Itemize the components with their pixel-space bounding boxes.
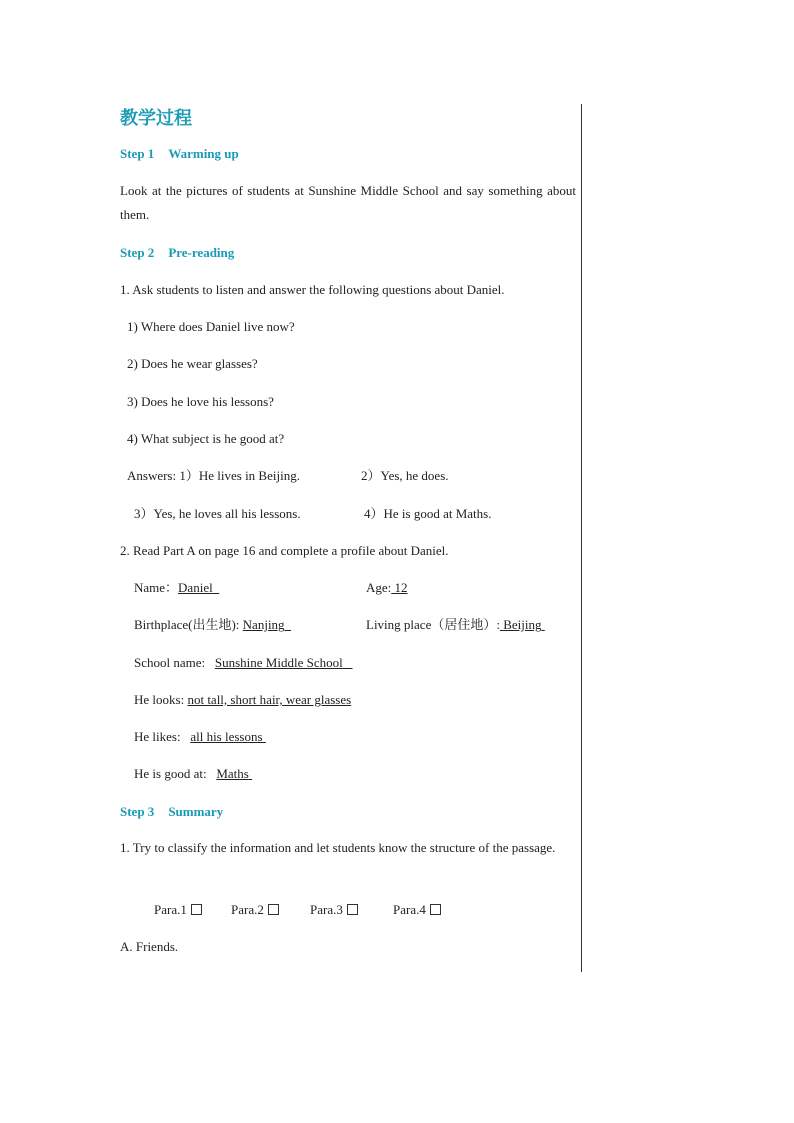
likes-value: all his lessons — [190, 729, 263, 744]
answer-3: 3）Yes, he loves all his lessons. — [134, 506, 301, 521]
task3-text: 1. Try to classify the information and let students know the structure of the passage. — [120, 840, 556, 855]
name-value: Daniel — [178, 580, 213, 595]
birthplace-value: Nanjing — [242, 617, 285, 632]
profile-age — [366, 580, 408, 596]
checkbox-icon[interactable] — [191, 904, 202, 915]
good-at-value: Maths — [216, 766, 249, 781]
looks-value: not tall, short hair, wear glasses — [187, 692, 352, 707]
profile-looks — [134, 692, 351, 708]
name-label: Name： — [134, 580, 179, 595]
question-1: 1) Where does Daniel live now? — [127, 319, 295, 334]
step2-number: Step 2 — [120, 245, 155, 260]
para-option-2 — [231, 902, 279, 918]
checkbox-icon[interactable] — [430, 904, 441, 915]
answer-1: Answers: 1）He lives in Beijing. — [127, 468, 300, 483]
profile-name — [134, 580, 219, 596]
profile-living-place — [366, 617, 545, 633]
question-4: 4) What subject is he good at? — [127, 431, 285, 446]
para-label-2: Para.2 — [231, 902, 264, 917]
step3-heading — [120, 804, 223, 820]
age-label: Age: — [366, 580, 392, 595]
task1-text: 1. Ask students to listen and answer the following questions about Daniel. — [120, 282, 505, 297]
profile-birthplace — [134, 617, 291, 633]
profile-school — [134, 655, 352, 671]
birthplace-label: Birthplace(出生地): — [134, 617, 240, 632]
checkbox-icon[interactable] — [268, 904, 279, 915]
school-value: Sunshine Middle School — [214, 655, 343, 670]
step1-name: Warming up — [168, 146, 239, 161]
para-option-3 — [310, 902, 358, 918]
looks-label: He looks: — [134, 692, 185, 707]
answer-2: 2）Yes, he does. — [361, 468, 449, 483]
para-label-1: Para.1 — [154, 902, 187, 917]
option-a: A. Friends. — [120, 939, 179, 954]
living-label: Living place（居住地）: — [366, 617, 500, 632]
para-label-4: Para.4 — [393, 902, 426, 917]
para-option-4 — [393, 902, 441, 918]
school-label: School name: — [134, 655, 206, 670]
question-3: 3) Does he love his lessons? — [127, 394, 274, 409]
living-value: Beijing — [503, 617, 542, 632]
para-label-3: Para.3 — [310, 902, 343, 917]
step2-name: Pre-reading — [168, 245, 235, 260]
step1-heading — [120, 146, 239, 162]
right-border-line — [581, 104, 582, 972]
likes-label: He likes: — [134, 729, 181, 744]
profile-likes — [134, 729, 266, 745]
question-2: 2) Does he wear glasses? — [127, 356, 258, 371]
step3-number: Step 3 — [120, 804, 155, 819]
answer-4: 4）He is good at Maths. — [364, 506, 492, 521]
checkbox-icon[interactable] — [347, 904, 358, 915]
para-option-1 — [154, 902, 202, 918]
age-value: 12 — [394, 580, 408, 595]
step2-heading — [120, 245, 234, 261]
step3-name: Summary — [168, 804, 224, 819]
page-heading: 教学过程 — [120, 108, 192, 129]
good-at-label: He is good at: — [134, 766, 207, 781]
step1-number: Step 1 — [120, 146, 155, 161]
profile-good-at — [134, 766, 252, 782]
task2-text: 2. Read Part A on page 16 and complete a profile about Daniel. — [120, 543, 449, 558]
step1-text: Look at the pictures of students at Sunshine Middle School and say something about them. — [120, 183, 576, 222]
